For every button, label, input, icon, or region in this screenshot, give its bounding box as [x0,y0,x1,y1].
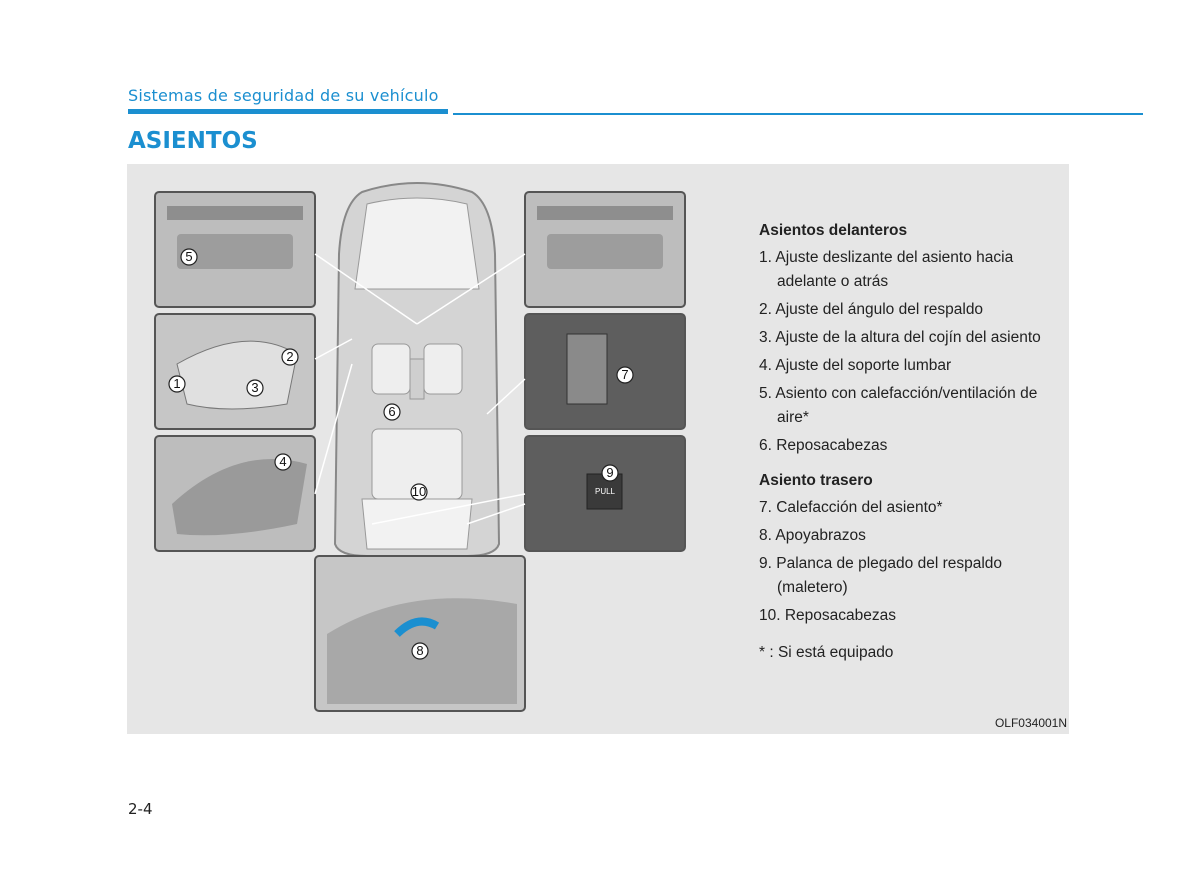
callout-7-marker [617,367,633,383]
front-item-4: 4. Ajuste del soporte lumbar [759,357,952,374]
panel-right-climate [525,192,685,307]
callout-8-marker [412,643,428,659]
callout-9-marker [602,465,618,481]
callout-8: 8 [416,643,424,658]
callout-10-marker [411,484,427,500]
page-number: 2-4 [128,800,153,818]
callout-2-marker [282,349,298,365]
callout-3-marker [247,380,263,396]
front-item-5: 5. Asiento con calefacción/ventilación de aire* [759,385,1038,426]
front-seats-list [759,246,1069,458]
callout-1-marker [169,376,185,392]
panel-left-climate [155,192,315,307]
optional-note: * : Si está equipado [759,644,894,661]
panel-left-switches [155,436,315,551]
front-item-2: 2. Ajuste del ángulo del respaldo [759,301,984,318]
figure-code: OLF034001N [994,716,1067,730]
rear-seat-list [759,496,1069,628]
panel-right-lever [525,436,685,551]
seats-illustration [127,164,727,734]
rear-item-7: 7. Calefacción del asiento* [759,499,943,516]
callout-10: 10 [411,484,427,499]
panel-left-seat [155,314,315,429]
callout-4-marker [275,454,291,470]
seat-legend [759,222,1069,662]
front-seats-title: Asientos delanteros [759,222,908,239]
callout-6-marker [384,404,400,420]
callout-6: 6 [388,404,396,419]
figure-panel [127,164,1069,734]
front-item-6: 6. Reposacabezas [759,437,888,454]
header-rule-thin [453,113,1143,115]
callout-5: 5 [185,249,193,264]
panel-right-heater [525,314,685,429]
page-heading: ASIENTOS [128,128,258,154]
callout-5-marker [181,249,197,265]
rear-item-10: 10. Reposacabezas [759,607,897,624]
rear-seat-title: Asiento trasero [759,472,873,489]
callout-2: 2 [286,349,294,364]
callout-4: 4 [279,454,287,469]
pull-lever-label: PULL [594,487,616,496]
callout-1: 1 [173,376,181,391]
header-rule-thick [128,109,448,114]
rear-item-8: 8. Apoyabrazos [759,527,866,544]
panel-bottom-armrest [315,556,525,711]
callout-7: 7 [621,367,629,382]
rear-item-9: 9. Palanca de plegado del respaldo (maletero) [759,555,1003,596]
section-title: Sistemas de seguridad de su vehículo [128,86,439,105]
callout-3: 3 [251,380,259,395]
front-item-1: 1. Ajuste deslizante del asiento hacia adelante o atrás [759,249,1014,290]
callout-9: 9 [606,465,614,480]
front-item-3: 3. Ajuste de la altura del cojín del asiento [759,329,1041,346]
